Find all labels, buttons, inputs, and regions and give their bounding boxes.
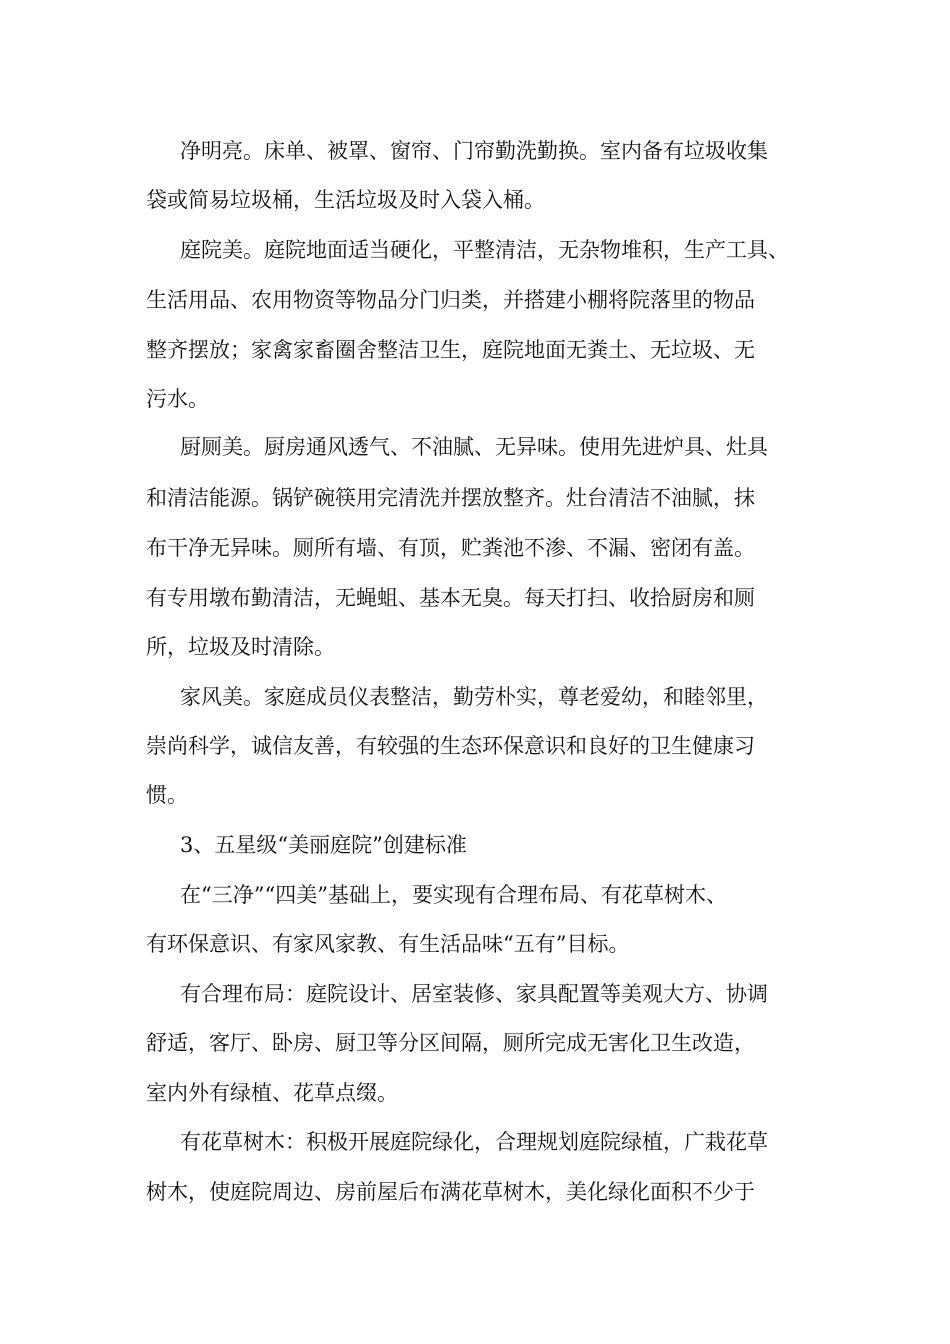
text-line: 庭院美。庭院地面适当硬化，平整清洁，无杂物堆积，生产工具、 xyxy=(180,238,789,262)
text-line: 整齐摆放；家禽家畜圈舍整洁卫生，庭院地面无粪土、无垃圾、无 xyxy=(146,338,755,362)
text-line: 布干净无异味。厕所有墙、有顶，贮粪池不渗、不漏、密闭有盖。 xyxy=(146,536,755,560)
text-line: 污水。 xyxy=(146,387,209,411)
text-line: 生活用品、农用物资等物品分门归类，并搭建小棚将院落里的物品 xyxy=(146,288,755,312)
text-line: 有花草树木：积极开展庭院绿化，合理规划庭院绿植，广栽花草 xyxy=(180,1130,768,1154)
text-line: 惯。 xyxy=(146,783,188,807)
text-line: 在“三净”“四美”基础上，要实现有合理布局、有花草树木、 xyxy=(180,883,727,907)
text-line: 净明亮。床单、被罩、窗帘、门帘勤洗勤换。室内备有垃圾收集 xyxy=(180,139,768,163)
text-line: 厨厕美。厨房通风透气、不油腻、无异味。使用先进炉具、灶具 xyxy=(180,435,768,459)
text-line: 家风美。家庭成员仪表整洁，勤劳朴实，尊老爱幼，和睦邻里， xyxy=(180,685,768,709)
text-line: 袋或简易垃圾桶，生活垃圾及时入袋入桶。 xyxy=(146,188,545,212)
text-line: 舒适，客厅、卧房、厨卫等分区间隔，厕所完成无害化卫生改造， xyxy=(146,1031,755,1055)
text-line: 和清洁能源。锅铲碗筷用完清洗并摆放整齐。灶台清洁不油腻，抹 xyxy=(146,486,755,510)
text-line: 所，垃圾及时清除。 xyxy=(146,635,335,659)
text-line: 树木，使庭院周边、房前屋后布满花草树木，美化绿化面积不少于 xyxy=(146,1180,755,1204)
section-heading: 3、五星级“美丽庭院”创建标准 xyxy=(180,833,467,857)
text-line: 有环保意识、有家风家教、有生活品味“五有”目标。 xyxy=(146,932,630,956)
text-line: 有专用墩布勤清洁，无蝇蛆、基本无臭。每天打扫、收拾厨房和厕 xyxy=(146,586,755,610)
text-line: 室内外有绿植、花草点缀。 xyxy=(146,1081,398,1105)
text-line: 有合理布局：庭院设计、居室装修、家具配置等美观大方、协调 xyxy=(180,982,768,1006)
text-line: 崇尚科学，诚信友善，有较强的生态环保意识和良好的卫生健康习 xyxy=(146,734,755,758)
